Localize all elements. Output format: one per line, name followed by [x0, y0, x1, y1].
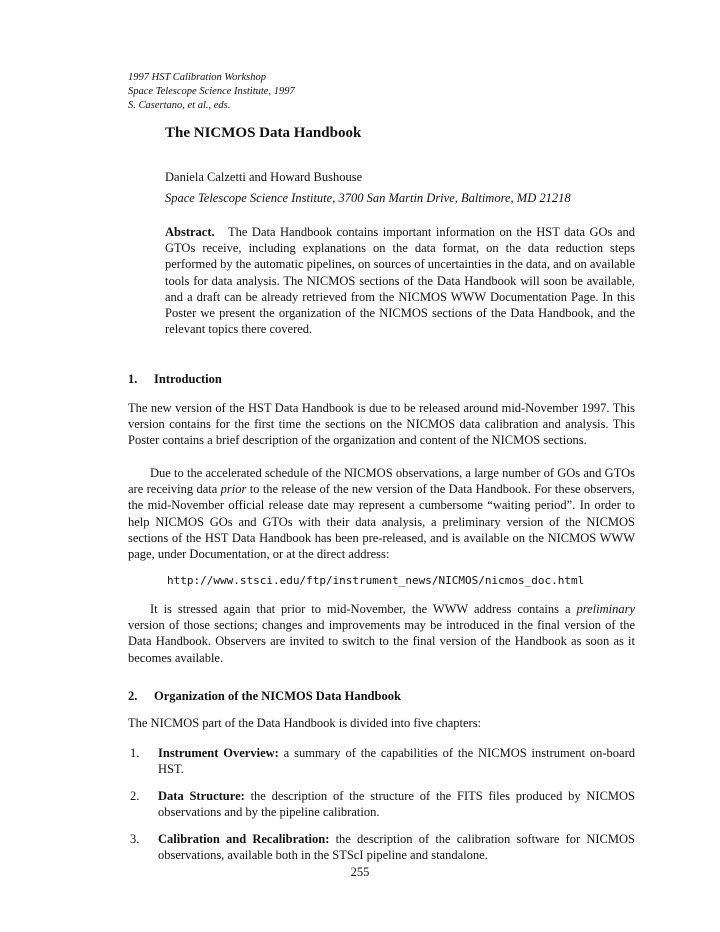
paper-title: The NICMOS Data Handbook: [165, 125, 362, 141]
section-2-title: Organization of the NICMOS Data Handbook: [154, 689, 401, 703]
intro-p2-part-a: Due to the accelerated schedule of the NICMOS observations, a large number of GOs and GTOs are receiving data: [128, 466, 635, 497]
section-2-intro: The NICMOS part of the Data Handbook is divided into five chapters:: [128, 716, 482, 730]
page-number: 255: [350, 865, 370, 879]
intro-p3-part-a: It is stressed again that prior to mid-November, the WWW address contains a: [150, 602, 577, 616]
list-item-number: 3.: [130, 832, 140, 846]
handbook-url[interactable]: http://www.stsci.edu/ftp/instrument_news/NICMOS/nicmos_doc.html: [167, 574, 585, 587]
intro-p2-emphasis: prior: [220, 482, 247, 497]
list-item-number: 1.: [130, 746, 140, 760]
header-line-1: 1997 HST Calibration Workshop: [128, 72, 266, 83]
list-item-desc: the description of the structure of the FITS files produced by NICMOS observations and by the pipeline calibration.: [158, 789, 636, 820]
proceedings-header: [128, 71, 295, 113]
intro-p2-part-b: to the release of the new version of the Data Handbook. For these observers, the mid-November official release date may represent a cumbersome “waiting period”. In order to help NICMOS GOs and GTOs with their data analysis, a preliminary version of the NICMOS sections of the HST Data Handbook has been pre-released, and is available on the NICMOS WWW page, under Documentation, or at the direct address:: [128, 482, 635, 562]
list-item: [128, 745, 635, 777]
list-item-desc: a summary of the capabilities of the NICMOS instrument on-board HST.: [158, 746, 635, 777]
intro-p3-part-b: version of those sections; changes and improvements may be introduced in the final version of the Data Handbook. Observers are invited to switch to the final version of the Handbook as soon as it becomes available.: [128, 618, 635, 665]
section-1-title: Introduction: [154, 372, 222, 386]
list-item-number: 2.: [130, 789, 140, 803]
intro-paragraph-2: [128, 465, 635, 562]
authors: Daniela Calzetti and Howard Bushouse: [165, 170, 363, 184]
header-line-3: S. Casertano, et al., eds.: [128, 100, 231, 111]
list-item-term: Calibration and Recalibration:: [158, 832, 330, 846]
section-1-heading: [128, 372, 222, 387]
affiliation: Space Telescope Science Institute, 3700 San Martin Drive, Baltimore, MD 21218: [165, 191, 571, 205]
section-2-heading: [128, 689, 401, 704]
list-item: [128, 831, 635, 863]
abstract: [165, 224, 635, 337]
section-2-number: 2.: [128, 689, 138, 703]
list-item: [128, 788, 635, 820]
intro-paragraph-3: [128, 601, 635, 666]
list-item-term: Data Structure:: [158, 789, 245, 803]
intro-paragraph-1: The new version of the HST Data Handbook is due to be released around mid-November 1997. This version contains for the first time the sections on the NICMOS data calibration and analysis. This Poster contains a brief description of the organization and content of the NICMOS sections.: [128, 401, 635, 448]
list-item-term: Instrument Overview:: [158, 746, 279, 760]
intro-p3-emphasis: preliminary: [576, 602, 635, 616]
section-1-number: 1.: [128, 372, 138, 386]
abstract-text: The Data Handbook contains important information on the HST data GOs and GTOs receive, including explanations on the data format, on the data reduction steps performed by the automatic pipelines, on sources of uncertainties in the data, and on available tools for data analysis. The NICMOS sections of the Data Handbook will soon be available, and a draft can be already retrieved from the NICMOS WWW Documentation Page. In this Poster we present the organization of the NICMOS sections of the Data Handbook, and the relevant topics there covered.: [165, 225, 635, 337]
abstract-label: Abstract.: [165, 225, 215, 239]
list-item-desc: the description of the calibration software for NICMOS observations, available both in the STScI pipeline and standalone.: [158, 832, 635, 863]
header-line-2: Space Telescope Science Institute, 1997: [128, 86, 295, 97]
